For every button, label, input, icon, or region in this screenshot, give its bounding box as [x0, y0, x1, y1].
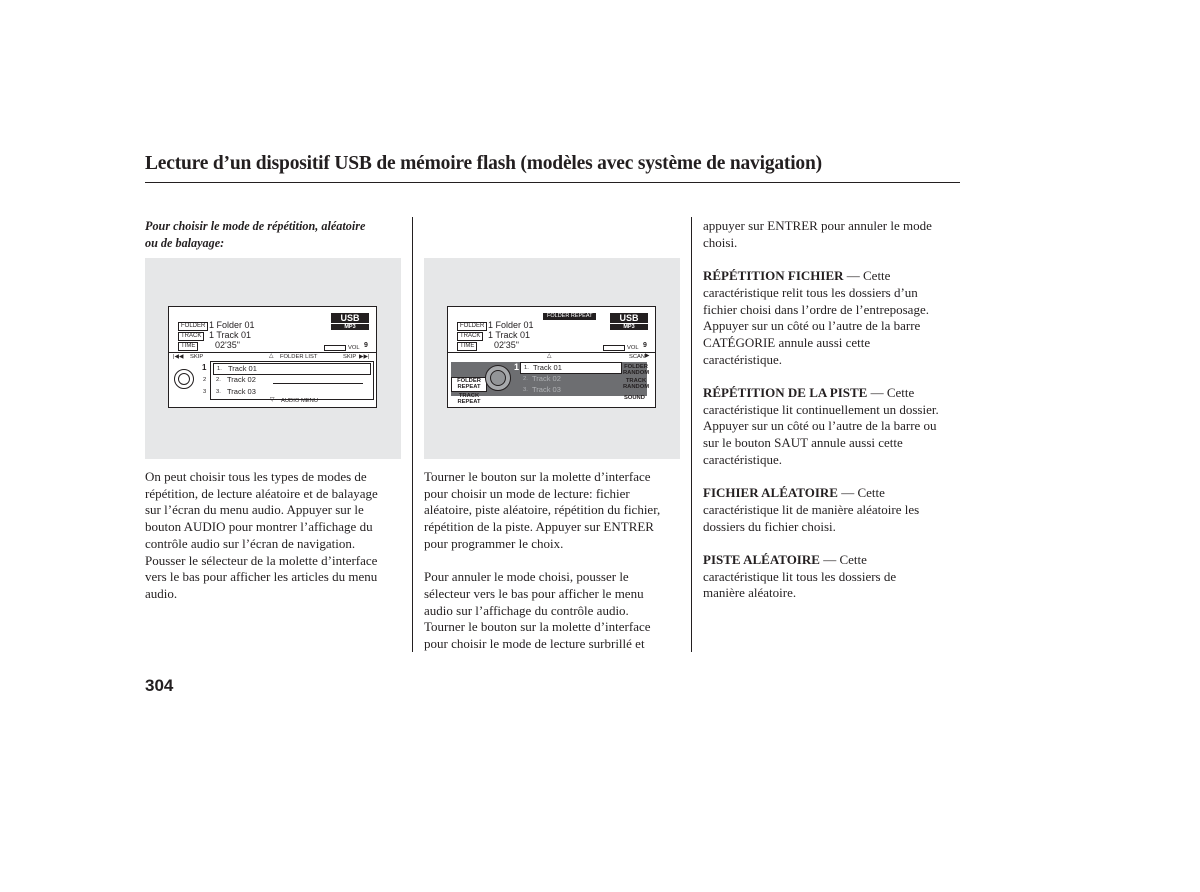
list-item-selected[interactable] [520, 362, 622, 374]
text-line: aléatoire, piste aléatoire, répétition du fichier, [424, 502, 661, 518]
interface-dial[interactable] [485, 365, 511, 391]
list-separator [273, 383, 363, 384]
track-list [210, 361, 374, 400]
paragraph [703, 218, 968, 251]
track-list [520, 361, 620, 397]
mp3-badge: MP3 [331, 324, 369, 330]
option-label: REPEAT [457, 384, 481, 390]
section-repetition-piste [703, 385, 968, 469]
page-title: Lecture d’un dispositif USB de mémoire flash (modèles avec système de navigation) [145, 153, 822, 174]
section-term: RÉPÉTITION DE LA PISTE [703, 385, 868, 400]
folder-list-label[interactable]: FOLDER LIST [280, 354, 318, 360]
text-line: Tourner le bouton sur la molette d’interface [424, 619, 651, 635]
audio-screen [168, 306, 377, 408]
text-line: bouton AUDIO pour montrer l’affichage du [145, 519, 373, 535]
preset-number: 1 [514, 362, 520, 372]
column-divider-2 [691, 217, 692, 652]
section-repetition-fichier [703, 268, 968, 368]
col1-body [145, 469, 409, 603]
scan-label[interactable]: SCAN [629, 354, 646, 360]
track-name: Track 03 [227, 387, 256, 396]
time-value: 02'35" [215, 340, 240, 350]
text-line: CATÉGORIE annule aussi cette [703, 334, 871, 350]
text-line: vers le bas pour afficher les articles du menu [145, 569, 378, 585]
option-label: FOLDER [457, 378, 481, 384]
title-rule [145, 182, 960, 183]
text-line: Appuyer sur un côté ou l’autre de la barre ou [703, 418, 937, 434]
text-line: audio sur l’affichage du contrôle audio. [424, 602, 629, 618]
track-index: 3. [216, 389, 221, 395]
preset-number: 2 [203, 377, 207, 383]
option-label: REPEAT [457, 399, 481, 405]
text-line: caractéristique relit tous les dossiers d’un [703, 284, 918, 300]
time-value: 02'35" [494, 340, 519, 350]
page-number: 304 [145, 676, 174, 695]
text-line: Tourner le bouton sur la molette d’interface [424, 469, 651, 484]
time-tag: TIME [457, 342, 477, 351]
volume-value: 9 [643, 342, 647, 349]
text-line: sur le bouton SAUT annule aussi cette [703, 435, 903, 451]
track-random-option[interactable] [620, 378, 652, 390]
option-label: TRACK [458, 393, 480, 399]
section-fichier-aleatoire [703, 485, 968, 535]
list-item[interactable] [520, 374, 620, 384]
figure-audio-menu [145, 258, 401, 459]
track-index: 1. [217, 366, 222, 372]
skip-forward-icon[interactable]: ▶▶| [359, 354, 370, 360]
volume-bar [324, 345, 346, 351]
skip-back-icon[interactable]: |◀◀ [173, 354, 184, 360]
preset-number: 1 [202, 363, 207, 372]
text-line: audio. [145, 585, 178, 601]
folder-random-option[interactable] [620, 364, 652, 376]
text-line: pour programmer le choix. [424, 535, 564, 551]
skip-right-label: SKIP [343, 354, 357, 360]
track-index: 2. [523, 376, 528, 382]
folder-repeat-option[interactable] [451, 377, 487, 392]
usb-badge: USB [610, 313, 648, 323]
section-term: PISTE ALÉATOIRE [703, 552, 820, 567]
text-line: caractéristique lit tous les dossiers de [703, 568, 897, 584]
usb-badge: USB [331, 313, 369, 323]
list-item-selected[interactable] [213, 363, 371, 375]
section-dash: — Cette [837, 485, 885, 501]
down-arrow-icon: ▽ [270, 397, 275, 403]
preset-number: 3 [203, 389, 207, 395]
mp3-badge: MP3 [610, 324, 648, 330]
list-item[interactable] [213, 387, 369, 397]
folder-value: 1 Folder 01 [209, 320, 255, 330]
text-line: répétition, de lecture aléatoire et de balayage [145, 485, 378, 501]
text-line: sélecteur vers le bas pour afficher le menu [424, 585, 644, 601]
section-dash: — Cette [843, 268, 891, 284]
col3-body [703, 218, 968, 619]
subheading-line: ou de balayage: [145, 235, 225, 250]
text-line: manière aléatoire. [703, 585, 797, 601]
text-line: contrôle audio sur l’écran de navigation. [145, 535, 356, 551]
subheading [145, 218, 407, 251]
audio-menu-label[interactable]: AUDIO MENU [281, 398, 319, 404]
text-line: caractéristique. [703, 451, 783, 467]
paragraph [424, 569, 688, 653]
time-tag: TIME [178, 342, 198, 351]
section-dash: — Cette [867, 385, 915, 400]
list-item[interactable] [520, 385, 620, 395]
audio-screen-mode [447, 306, 656, 408]
section-term: FICHIER ALÉATOIRE [703, 485, 838, 501]
section-term: RÉPÉTITION FICHIER [703, 268, 844, 284]
skip-left-label: SKIP [190, 354, 204, 360]
track-value: 1 Track 01 [488, 330, 531, 340]
text-line: Pousser le sélecteur de la molette d’interface [145, 552, 378, 568]
text-line: caractéristique lit de manière aléatoire les [703, 501, 920, 517]
interface-dial-inner [178, 373, 190, 385]
text-line: sur l’écran du menu audio. Appuyer sur le [145, 502, 364, 518]
scan-bar [448, 352, 655, 361]
option-label: FOLDER [624, 364, 648, 370]
interface-dial[interactable] [174, 369, 194, 389]
volume-value: 9 [364, 342, 368, 349]
volume-label: VOL [627, 345, 639, 351]
track-name: Track 03 [532, 385, 561, 394]
interface-dial-inner [490, 370, 506, 386]
paragraph [424, 469, 688, 553]
track-index: 2. [216, 377, 221, 383]
text-line: On peut choisir tous les types de modes de [145, 469, 367, 484]
track-name: Track 02 [532, 374, 561, 383]
text-line: Appuyer sur un côté ou l’autre de la barre [703, 318, 921, 334]
track-value: 1 Track 01 [209, 330, 252, 340]
text-line: appuyer sur ENTRER pour annuler le mode [703, 218, 932, 233]
folder-value: 1 Folder 01 [488, 320, 534, 330]
track-name: Track 02 [227, 375, 256, 384]
track-tag: TRACK [457, 332, 483, 341]
text-line: Pour annuler le mode choisi, pousser le [424, 569, 629, 585]
figure-play-mode [424, 258, 680, 459]
subheading-line: Pour choisir le mode de répétition, aléatoire [145, 219, 366, 233]
track-name: Track 01 [533, 363, 562, 372]
section-piste-aleatoire [703, 552, 968, 602]
text-line: pour choisir un mode de lecture: fichier [424, 485, 630, 501]
track-index: 3. [523, 387, 528, 393]
track-name: Track 01 [228, 364, 257, 373]
track-repeat-option[interactable] [454, 393, 484, 405]
list-item[interactable] [213, 375, 369, 385]
text-line: pour choisir le mode de lecture surbrillé et [424, 636, 645, 652]
volume-bar [603, 345, 625, 351]
option-label: TRACK [625, 378, 647, 384]
track-tag: TRACK [178, 332, 204, 341]
column-divider-1 [412, 217, 413, 652]
track-index: 1. [524, 365, 529, 371]
text-line: fichier choisi dans l’ordre de l’entreposage. [703, 301, 929, 317]
option-label: RANDOM [622, 384, 650, 390]
text-line: dossiers du fichier choisi. [703, 518, 836, 534]
col2-body [424, 469, 688, 669]
sound-option[interactable]: SOUND [624, 395, 645, 401]
option-label: RANDOM [622, 370, 650, 376]
folder-tag: FOLDER [457, 322, 487, 331]
skip-bar [169, 352, 376, 361]
volume-label: VOL [348, 345, 360, 351]
up-arrow-icon: △ [547, 353, 552, 359]
section-dash: — Cette [819, 552, 867, 567]
text-line: choisi. [703, 234, 738, 250]
text-line: caractéristique lit continuellement un dossier. [703, 401, 939, 417]
text-line: caractéristique. [703, 351, 783, 367]
up-arrow-icon: △ [269, 353, 274, 359]
play-icon: ▶ [645, 353, 650, 359]
folder-tag: FOLDER [178, 322, 208, 331]
mode-badge: FOLDER REPEAT [543, 313, 596, 320]
text-line: répétition de la piste. Appuyer sur ENTRER [424, 519, 654, 535]
